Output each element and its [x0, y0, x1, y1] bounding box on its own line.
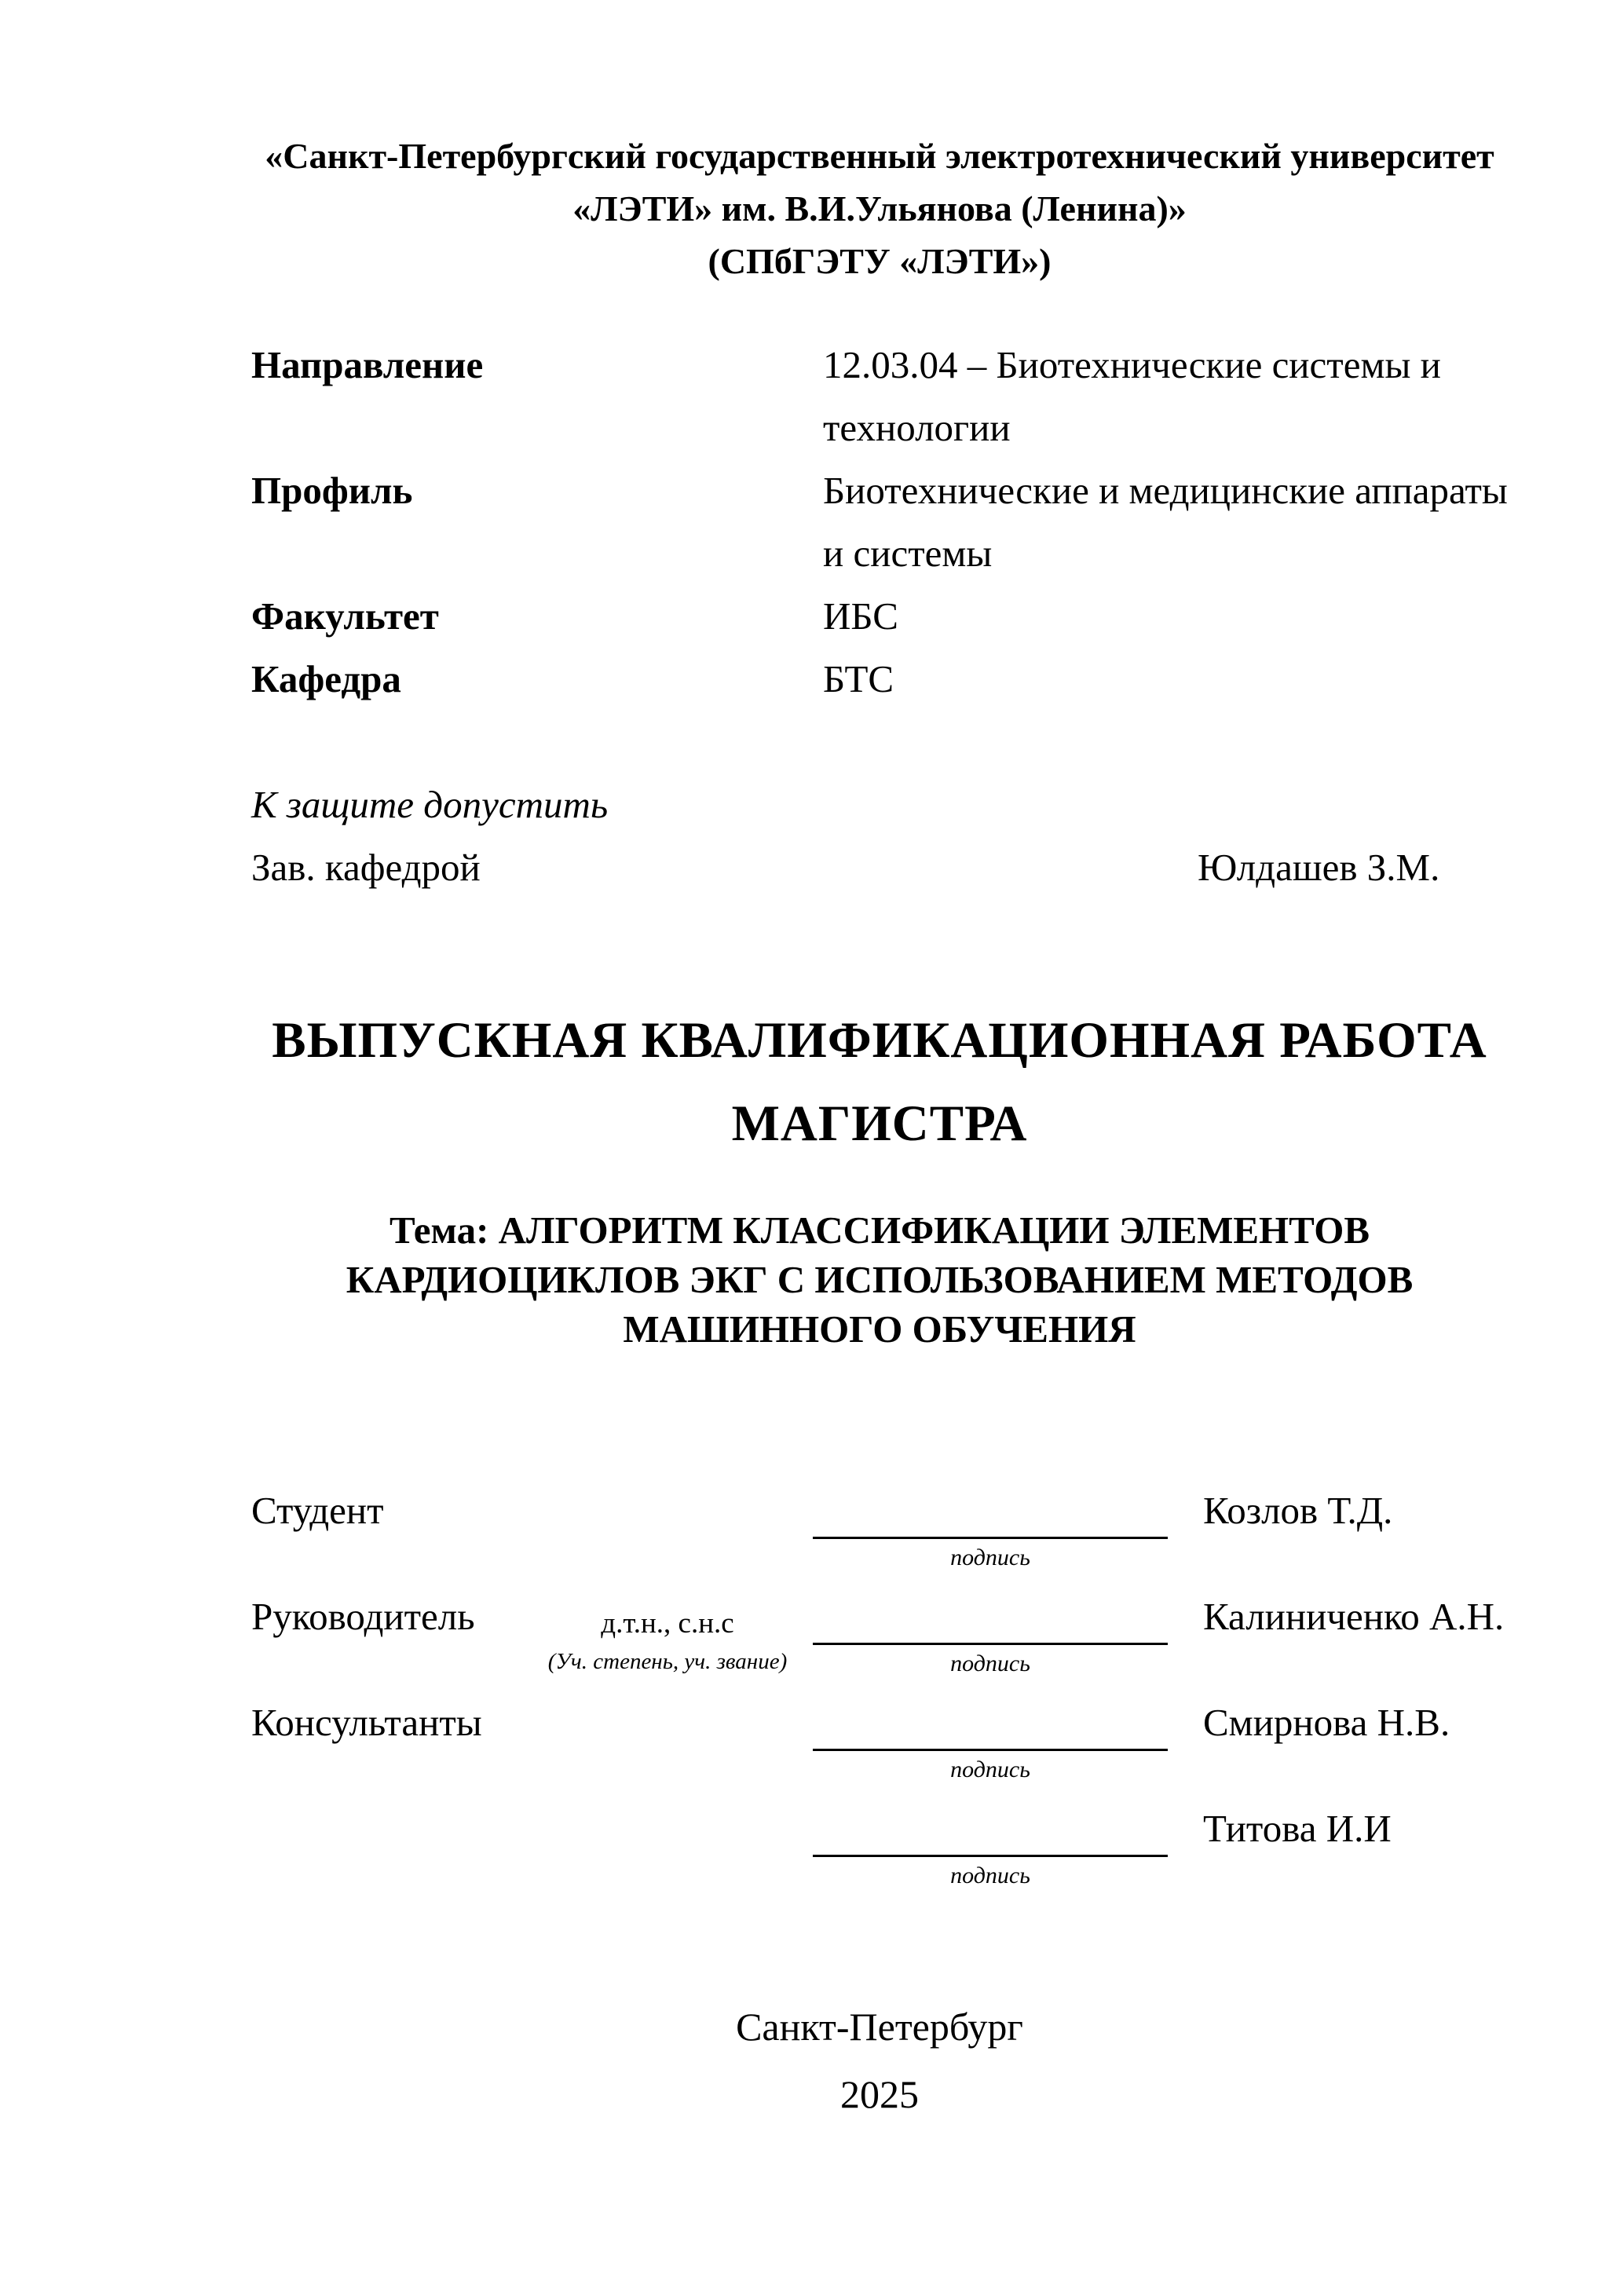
- thesis-topic-line-2: КАРДИОЦИКЛОВ ЭКГ С ИСПОЛЬЗОВАНИЕМ МЕТОДОВ: [346, 1258, 1414, 1301]
- signature-qualification: д.т.н., с.н.с: [601, 1607, 734, 1640]
- signature-name: Титова И.И: [1203, 1807, 1392, 1850]
- thesis-topic-line-3: МАШИННОГО ОБУЧЕНИЯ: [623, 1307, 1136, 1351]
- field-value-line: технологии: [823, 406, 1011, 449]
- main-title-line-2: МАГИСТРА: [731, 1095, 1028, 1152]
- signature-caption: подпись: [950, 1757, 1030, 1782]
- admission-approve-line: К защите допустить: [251, 783, 609, 826]
- field-value-line: 12.03.04 – Биотехнические системы и: [823, 343, 1441, 386]
- signature-line: [813, 1537, 1168, 1539]
- signature-role: Консультанты: [251, 1701, 482, 1744]
- signature-row-consultant-1: [251, 1700, 1516, 1806]
- field-value-line: Биотехнические и медицинские аппараты: [823, 469, 1508, 512]
- thesis-topic: [251, 1205, 1508, 1354]
- field-label-direction: Направление: [251, 343, 484, 386]
- signature-name: Калиниченко А.Н.: [1203, 1595, 1505, 1638]
- footer-year: 2025: [840, 2072, 919, 2116]
- field-value-profile: [823, 459, 1516, 585]
- signature-row-consultant-2: [251, 1806, 1516, 1912]
- signature-name: Смирнова Н.В.: [1203, 1701, 1450, 1744]
- signature-qualification-note: (Уч. степень, уч. звание): [547, 1649, 788, 1674]
- field-label-profile: Профиль: [251, 469, 413, 512]
- signature-line: [813, 1855, 1168, 1857]
- signature-row-student: [251, 1488, 1516, 1594]
- university-header-line-1: «Санкт-Петербургский государственный электротехнический университет: [265, 136, 1494, 176]
- signature-row-supervisor: [251, 1594, 1516, 1700]
- admission-row: [251, 836, 1516, 899]
- signature-caption: подпись: [950, 1863, 1030, 1888]
- signature-name: Козлов Т.Д.: [1203, 1489, 1393, 1532]
- main-title-line-1: ВЫПУСКНАЯ КВАЛИФИКАЦИОННАЯ РАБОТА: [272, 1012, 1487, 1069]
- field-value-department: БТС: [823, 657, 894, 700]
- field-row-direction: [251, 334, 1516, 459]
- main-title: [251, 999, 1508, 1165]
- field-row-department: [251, 648, 1516, 711]
- signature-line: [813, 1643, 1168, 1645]
- program-fields: [251, 334, 1516, 711]
- page-footer: [251, 1993, 1508, 2128]
- thesis-topic-line-1: Тема: АЛГОРИТМ КЛАССИФИКАЦИИ ЭЛЕМЕНТОВ: [389, 1208, 1370, 1252]
- signature-caption: подпись: [950, 1651, 1030, 1676]
- field-row-profile: [251, 459, 1516, 585]
- admission-block: [251, 773, 1516, 899]
- university-header-line-2: «ЛЭТИ» им. В.И.Ульянова (Ленина)»: [572, 188, 1187, 229]
- signature-role: Студент: [251, 1489, 384, 1532]
- signature-caption: подпись: [950, 1545, 1030, 1570]
- admission-head-name: Юлдашев З.М.: [1198, 846, 1440, 889]
- field-label-department: Кафедра: [251, 657, 401, 700]
- footer-city: Санкт-Петербург: [736, 2005, 1023, 2049]
- field-value-faculty: ИБС: [823, 594, 898, 638]
- admission-role: Зав. кафедрой: [251, 846, 481, 889]
- signature-line: [813, 1749, 1168, 1751]
- university-header: [251, 130, 1508, 287]
- field-label-faculty: Факультет: [251, 594, 439, 638]
- signature-role: Руководитель: [251, 1595, 475, 1638]
- field-value-direction: [823, 334, 1516, 459]
- field-row-faculty: [251, 585, 1516, 648]
- field-value-line: и системы: [823, 532, 993, 575]
- university-header-line-3: (СПбГЭТУ «ЛЭТИ»): [708, 241, 1052, 281]
